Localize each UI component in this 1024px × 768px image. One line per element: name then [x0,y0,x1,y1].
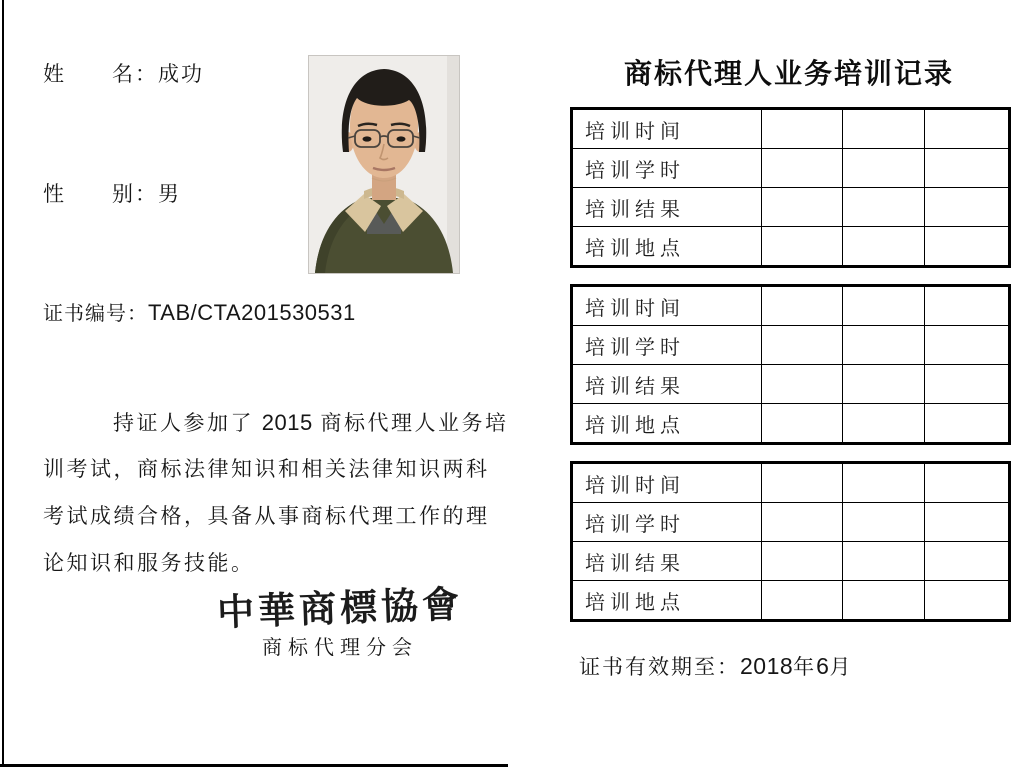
training-record-cell [843,109,925,149]
holder-name-line: 姓 名：成功 [43,62,204,86]
scan-edge-left [2,0,4,766]
training-record-cell [925,326,1010,365]
association-seal-signature: 中華商標協會 [216,584,464,635]
table-row-training-result [572,542,1010,581]
training-record-cell [843,581,925,621]
training-record-cell [762,365,843,404]
association-branch-name: 商标代理分会 [262,637,418,659]
statement-line-1-text: 持证人参加了 [113,411,262,435]
training-record-cell [925,109,1010,149]
training-record-table-3 [570,461,1011,622]
training-record-cell [925,149,1010,188]
holder-photo [308,55,460,274]
training-record-cell [762,188,843,227]
training-record-table-1 [570,107,1011,268]
row-label: 培训学时 [572,149,762,188]
table-row-training-location [572,581,1010,621]
training-record-cell [843,188,925,227]
table-row-training-hours [572,503,1010,542]
row-label: 培训时间 [572,463,762,503]
holder-gender-line: 性 别：男 [43,182,181,206]
training-record-cell [762,463,843,503]
training-record-cell [843,149,925,188]
training-record-cell [843,365,925,404]
training-record-cell [762,326,843,365]
statement-line-3: 考试成绩合格，具备从事商标代理工作的理 [43,504,490,528]
row-label: 培训地点 [572,404,762,444]
training-record-cell [925,286,1010,326]
training-record-cell [925,503,1010,542]
table-row-training-time [572,463,1010,503]
validity-year: 2018 [740,653,794,679]
training-record-cell [762,109,843,149]
training-record-table-2 [570,284,1011,445]
training-record-cell [762,404,843,444]
certificate-number-line [43,297,356,326]
training-record-cell [925,227,1010,267]
table-row-training-time [572,286,1010,326]
table-row-training-location [572,404,1010,444]
validity-month: 6 [816,653,830,679]
statement-exam-year: 2015 [261,410,313,435]
row-label: 培训结果 [572,542,762,581]
training-record-cell [843,286,925,326]
training-record-cell [762,542,843,581]
row-label: 培训时间 [572,109,762,149]
training-record-cell [925,542,1010,581]
training-record-cell [843,227,925,267]
table-row-training-result [572,188,1010,227]
portrait-photo-illustration [309,56,459,273]
row-label: 培训结果 [572,365,762,404]
validity-year-unit: 年 [793,655,817,679]
table-row-training-hours [572,149,1010,188]
training-record-cell [843,503,925,542]
certificate-number-value: TAB/CTA201530531 [148,300,356,325]
training-record-cell [843,542,925,581]
table-row-training-time [572,109,1010,149]
certificate-validity-line [579,651,852,681]
table-row-training-location [572,227,1010,267]
training-record-cell [843,326,925,365]
row-label: 培训地点 [572,227,762,267]
training-record-cell [762,503,843,542]
training-record-cell [762,581,843,621]
row-label: 培训学时 [572,503,762,542]
training-record-cell [843,404,925,444]
statement-line-1-tail: 商标代理人业务培 [312,411,509,435]
scan-edge-bottom [0,764,508,767]
row-label: 培训学时 [572,326,762,365]
validity-month-unit: 月 [829,655,853,679]
training-record-cell [925,188,1010,227]
row-label: 培训地点 [572,581,762,621]
table-row-training-hours [572,326,1010,365]
training-record-title: 商标代理人业务培训记录 [623,58,954,89]
training-record-cell [925,365,1010,404]
training-record-cell [925,404,1010,444]
validity-label: 证书有效期至： [579,655,740,679]
row-label: 培训结果 [572,188,762,227]
table-row-training-result [572,365,1010,404]
statement-line-1 [43,399,509,446]
training-record-cell [762,149,843,188]
training-record-cell [925,581,1010,621]
row-label: 培训时间 [572,286,762,326]
training-record-cell [762,227,843,267]
training-record-cell [843,463,925,503]
training-record-cell [762,286,843,326]
statement-line-2: 训考试，商标法律知识和相关法律知识两科 [43,457,490,481]
training-record-cell [925,463,1010,503]
certificate-number-label: 证书编号： [43,303,148,325]
qualification-statement [43,399,509,587]
statement-line-4: 论知识和服务技能。 [43,551,255,575]
